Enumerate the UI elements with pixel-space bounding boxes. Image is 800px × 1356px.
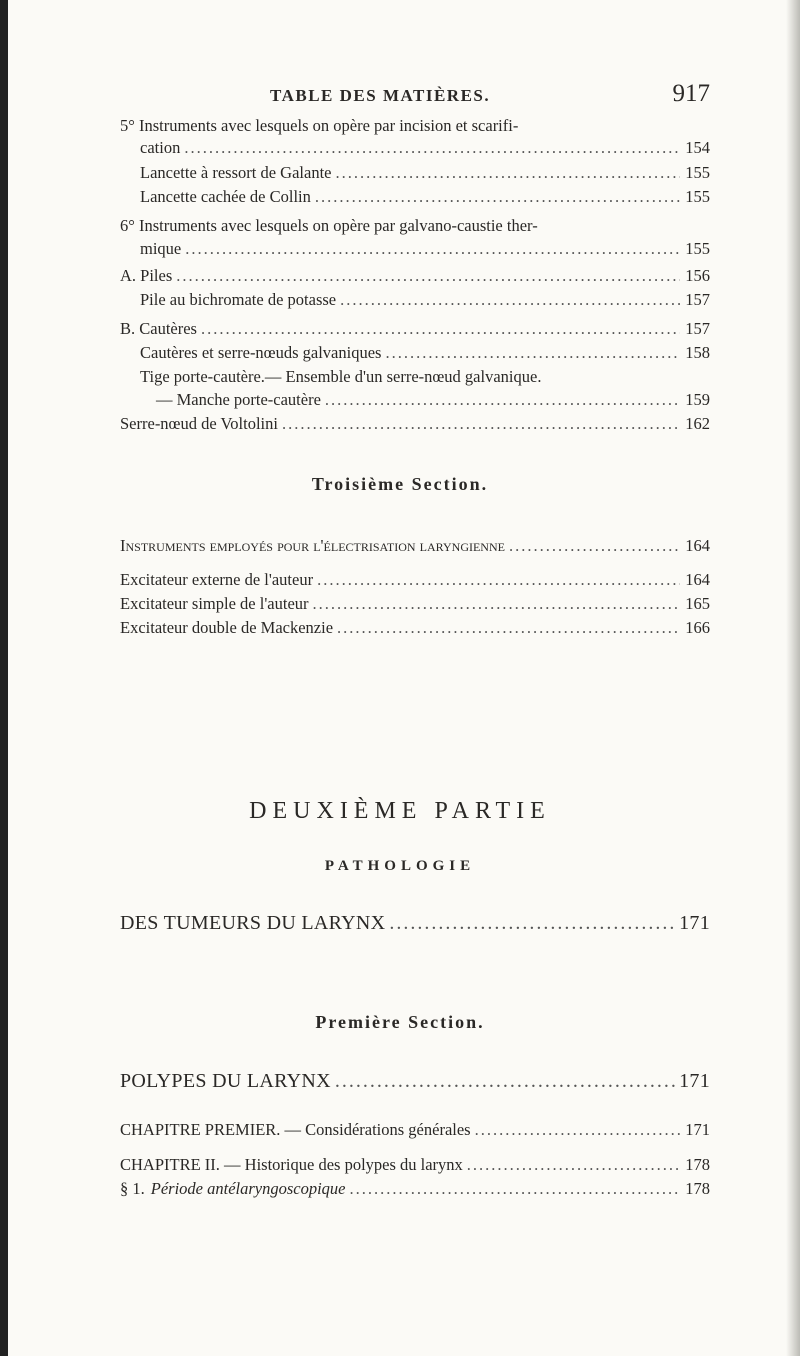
toc-entry-page: 178: [685, 1155, 710, 1174]
toc-entry-page: 155: [685, 163, 710, 182]
page-number: 917: [672, 80, 710, 107]
leader-dots: [509, 536, 680, 556]
toc-entry-label: Instruments employés pour l'électrisation laryngienne: [120, 536, 505, 555]
toc-entry-label: — Manche porte-cautère: [156, 390, 321, 409]
leader-dots: [317, 570, 680, 590]
part-subtitle: PATHOLOGIE: [324, 858, 476, 874]
toc-entry-page: 159: [685, 390, 710, 409]
leader-dots: [475, 1120, 680, 1140]
toc-entry: [120, 1120, 710, 1144]
toc-entry-label: cation: [140, 138, 181, 157]
toc-entry: [140, 239, 710, 263]
toc-entry-label: Période antélaryngoscopique: [150, 1179, 346, 1198]
toc-entry-label: Excitateur double de Mackenzie: [120, 618, 334, 637]
toc-entry-label: CHAPITRE PREMIER. — Considérations générales: [120, 1120, 471, 1139]
toc-entry-label: Lancette à ressort de Galante: [140, 163, 332, 182]
leader-dots: [467, 1155, 680, 1175]
leader-dots: [315, 187, 680, 207]
section-heading-premiere: Première Section.: [315, 1012, 485, 1032]
leader-dots: [184, 138, 680, 158]
leader-dots: [282, 414, 680, 434]
toc-entry: [140, 138, 710, 162]
leader-dots: [325, 390, 680, 410]
toc-entry-page: 162: [685, 414, 710, 433]
toc-entry: [120, 1155, 710, 1179]
toc-entry: [120, 1070, 710, 1098]
toc-entry-page: 171: [679, 912, 710, 934]
toc-entry-label: Pile au bichromate de potasse: [140, 290, 337, 309]
toc-entry-page: 157: [685, 290, 710, 309]
toc-entry-label: Cautères et serre-nœuds galvaniques: [140, 343, 382, 362]
toc-entry: [120, 319, 710, 343]
toc-entry-label: Excitateur externe de l'auteur: [120, 570, 314, 589]
toc-entry-page: 157: [685, 319, 710, 338]
toc-entry-page: 155: [685, 187, 710, 206]
toc-entry-page: 171: [679, 1070, 710, 1092]
toc-entry-page: 164: [685, 536, 710, 555]
toc-entry: [120, 1179, 710, 1203]
toc-entry-page: 164: [685, 570, 710, 589]
leader-dots: [335, 1070, 675, 1093]
toc-entry-label: Excitateur simple de l'auteur: [120, 594, 309, 613]
toc-entry-page: 156: [685, 266, 710, 285]
toc-entry: [140, 343, 710, 367]
leader-dots: [185, 239, 680, 259]
toc-entry-page: 171: [685, 1120, 710, 1139]
toc-entry-label: POLYPES DU LARYNX: [120, 1070, 331, 1092]
toc-entry-label: B. Cautères: [120, 319, 197, 338]
toc-entry: [140, 187, 710, 211]
toc-entry-line: Tige porte-cautère.— Ensemble d'un serre-nœud galvanique.: [140, 367, 542, 386]
page-edge-shadow: [786, 0, 800, 1356]
toc-entry: [120, 266, 710, 290]
part-heading: DEUXIÈME PARTIE: [249, 798, 551, 824]
toc-entry: [120, 414, 710, 438]
toc-entry-page: 158: [685, 343, 710, 362]
toc-entry-label: DES TUMEURS DU LARYNX: [120, 912, 386, 934]
toc-entry-label: mique: [140, 239, 182, 258]
binding-edge: [0, 0, 8, 1356]
toc-entry-label: Serre-nœud de Voltolini: [120, 414, 278, 433]
leader-dots: [313, 594, 680, 614]
toc-entry: [120, 912, 710, 940]
toc-entry-label: A. Piles: [120, 266, 173, 285]
toc-entry: [120, 618, 710, 642]
leader-dots: [337, 618, 680, 638]
toc-entry: [120, 536, 710, 560]
leader-dots: [340, 290, 680, 310]
toc-entry-label: CHAPITRE II. — Historique des polypes du larynx: [120, 1155, 463, 1174]
toc-entry: [140, 163, 710, 187]
leader-dots: [385, 343, 680, 363]
toc-entry: [120, 594, 710, 618]
toc-entry-label: Lancette cachée de Collin: [140, 187, 311, 206]
toc-entry-line: 5° Instruments avec lesquels on opère par incision et scarifi-: [120, 116, 519, 135]
leader-dots: [335, 163, 680, 183]
toc-entry-page: 155: [685, 239, 710, 258]
leader-dots: [201, 319, 680, 339]
toc-entry: [120, 570, 710, 594]
leader-dots: [389, 912, 675, 935]
section-heading-troisieme: Troisième Section.: [311, 474, 489, 494]
leader-dots: [176, 266, 680, 286]
toc-entry: [156, 390, 710, 414]
toc-entry: [140, 290, 710, 314]
toc-entry-page: 166: [685, 618, 710, 637]
toc-entry-number: § 1.: [120, 1179, 145, 1198]
running-head: [120, 80, 710, 112]
toc-entry-line: 6° Instruments avec lesquels on opère par galvano-caustie ther-: [120, 216, 538, 235]
toc-entry-page: 165: [685, 594, 710, 613]
toc-entry-page: 154: [685, 138, 710, 157]
leader-dots: [350, 1179, 681, 1199]
toc-entry-page: 178: [685, 1179, 710, 1198]
running-head-title: TABLE DES MATIÈRES.: [270, 86, 491, 105]
